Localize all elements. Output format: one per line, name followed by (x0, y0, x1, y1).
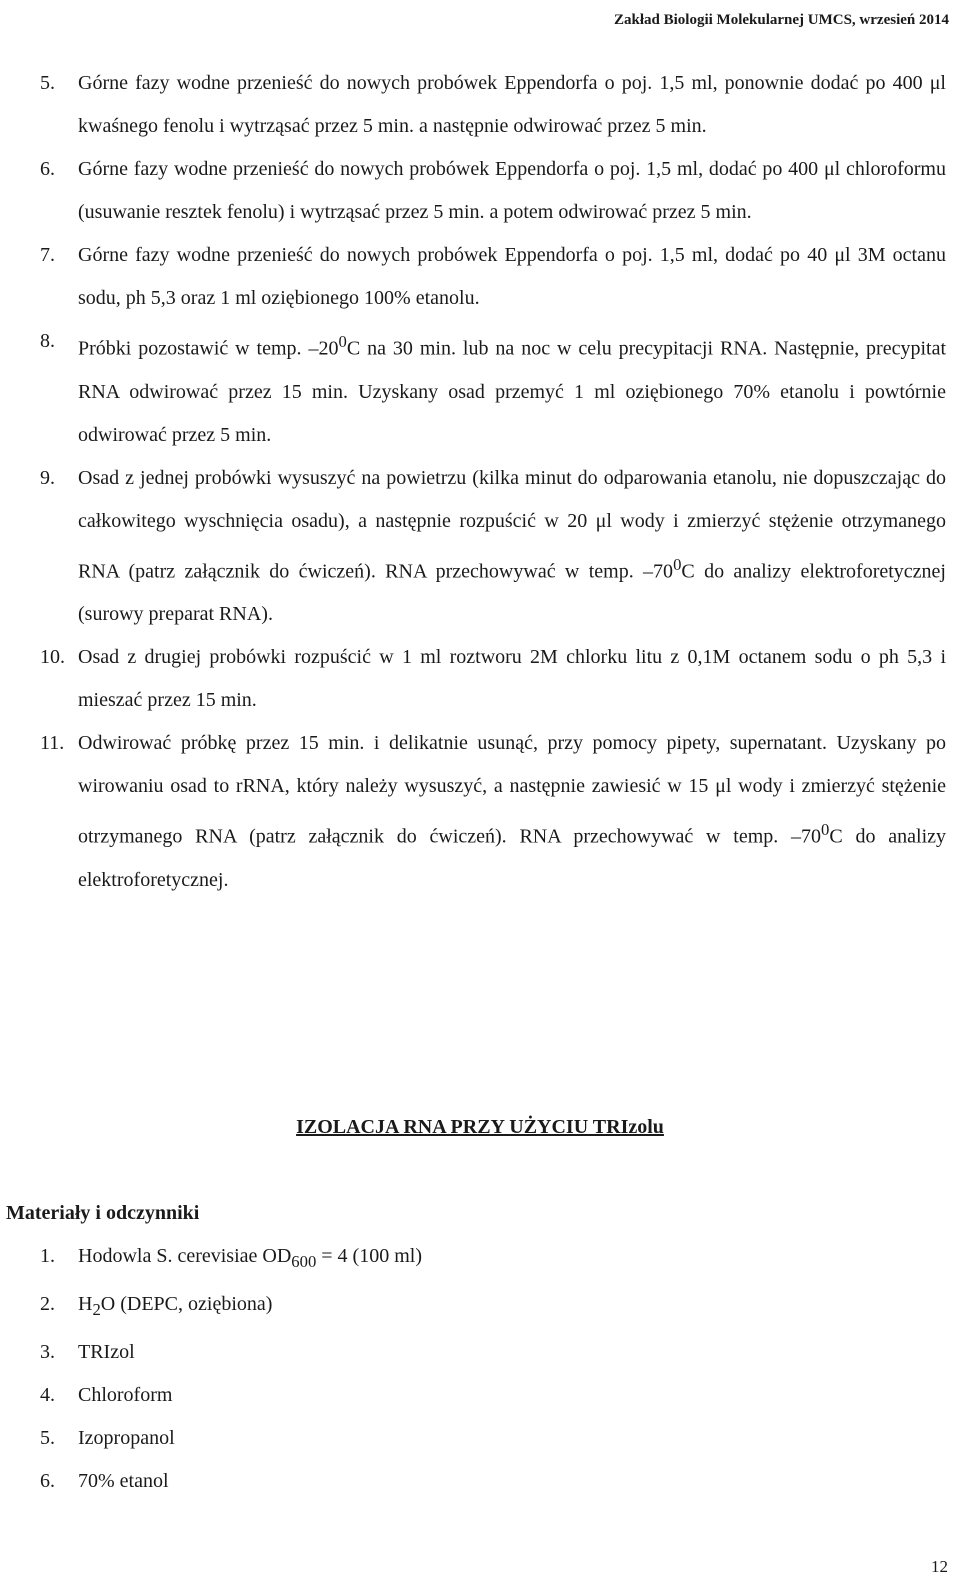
materials-title: Materiały i odczynniki (6, 1202, 200, 1224)
subscript: 2 (92, 1300, 101, 1319)
material-number: 5. (40, 1427, 55, 1449)
material-number: 6. (40, 1470, 55, 1492)
degree-sup: 0 (673, 554, 682, 574)
material-item (40, 1283, 422, 1331)
material-text: Chloroform (78, 1384, 173, 1406)
material-item (40, 1235, 422, 1283)
step-10 (40, 636, 946, 722)
material-item (40, 1417, 422, 1460)
degree-sup: 0 (821, 820, 830, 840)
step-text-b: C do analizy elektroforetycznej. (78, 825, 947, 891)
subscript: 600 (291, 1252, 317, 1271)
material-number: 1. (40, 1245, 55, 1267)
material-text-b: = 4 (100 ml) (316, 1245, 422, 1267)
step-text-a: Osad z jednej probówki wysuszyć na powietrzu (kilka minut do odparowania etanolu, nie dopuszczając do całkowitego wyschnięcia osadu), a następnie rozpuścić w 20 μl wody i zmierzyć stężenie otrzymanego RNA (patrz załącznik do ćwiczeń). RNA przechowywać w temp. –70 (78, 466, 946, 583)
step-text: Górne fazy wodne przenieść do nowych probówek Eppendorfa o poj. 1,5 ml, ponownie dodać po 400 μl kwaśnego fenolu i wytrząsać przez 5 min. a następnie odwirować przez 5 min. (78, 72, 946, 137)
page-number: 12 (931, 1557, 948, 1576)
degree-sup: 0 (338, 332, 347, 351)
material-text-a: H (78, 1293, 93, 1315)
step-text-b: C na 30 min. lub na noc w celu precypitacji RNA. Następnie, precypitat RNA odwirować przez 15 min. Uzyskany osad przemyć 1 ml oziębionego 70% etanolu i powtórnie odwirować przez 5 min. (78, 337, 947, 446)
materials-list (40, 1235, 422, 1503)
material-item (40, 1331, 422, 1374)
material-item (40, 1460, 422, 1503)
section-title: IZOLACJA RNA PRZY UŻYCIU TRIzolu (296, 1116, 664, 1138)
step-text: Osad z drugiej probówki rozpuścić w 1 ml roztworu 2M chlorku litu z 0,1M octanem sodu o ph 5,3 i mieszać przez 15 min. (78, 646, 946, 712)
material-number: 3. (40, 1341, 55, 1363)
material-number: 2. (40, 1293, 55, 1315)
step-text-a: Odwirować próbkę przez 15 min. i delikatnie usunąć, przy pomocy pipety, supernatant. Uzyskany po wirowaniu osad to rRNA, który należy wysuszyć, a następnie zawiesić w 15 μl wody i zmierzyć stężenie otrzymanego RNA (patrz załącznik do ćwiczeń). RNA przechowywać w temp. –70 (78, 732, 946, 848)
step-number: 7. (40, 244, 55, 266)
material-text: TRIzol (78, 1341, 135, 1363)
material-text-b: O (DEPC, oziębiona) (100, 1293, 273, 1315)
material-number: 4. (40, 1384, 55, 1406)
step-7 (40, 234, 946, 320)
step-number: 10. (40, 646, 65, 669)
step-11 (40, 722, 946, 902)
step-text-a: Próbki pozostawić w temp. –20 (78, 337, 339, 360)
step-number: 8. (40, 330, 55, 352)
page-header: Zakład Biologii Molekularnej UMCS, wrzesień 2014 (614, 12, 949, 28)
material-item (40, 1374, 422, 1417)
step-number: 6. (40, 158, 55, 180)
step-6 (40, 148, 946, 234)
step-text: Górne fazy wodne przenieść do nowych probówek Eppendorfa o poj. 1,5 ml, dodać po 400 μl chloroformu (usuwanie resztek fenolu) i wytrząsać przez 5 min. a potem odwirować przez 5 min. (78, 158, 946, 223)
step-5 (40, 62, 946, 148)
step-text-b: C do analizy elektroforetycznej (surowy preparat RNA). (78, 560, 946, 626)
step-9 (40, 457, 946, 637)
step-number: 9. (40, 466, 55, 489)
protocol-steps (40, 62, 946, 902)
step-number: 11. (40, 732, 65, 755)
material-text: Izopropanol (78, 1427, 175, 1449)
material-text-a: Hodowla S. cerevisiae OD (78, 1245, 292, 1267)
material-text: 70% etanol (78, 1470, 169, 1492)
step-8 (40, 320, 946, 457)
step-number: 5. (40, 72, 55, 94)
step-text: Górne fazy wodne przenieść do nowych probówek Eppendorfa o poj. 1,5 ml, dodać po 40 μl 3M octanu sodu, ph 5,3 oraz 1 ml oziębionego 100% etanolu. (78, 244, 946, 309)
